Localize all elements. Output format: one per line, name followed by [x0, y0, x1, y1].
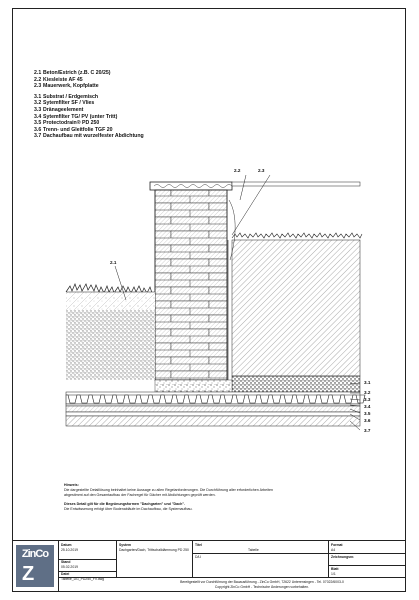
notes-heading: Hinweis:: [64, 483, 79, 487]
zinco-logo: ZinCo Z: [16, 545, 54, 587]
legend-text: Mauerwerk, Kopfplatte: [43, 83, 99, 90]
notes-heading-2: Dieses Detail gilt für die Begrünungsformen "Dachgarten" und "Dach".: [64, 501, 186, 506]
title-label: Titel: [195, 543, 202, 547]
callout-3-2: 3.2: [364, 390, 371, 395]
logo-text: ZinCo: [21, 548, 49, 560]
blatt-value: 1/1: [331, 571, 336, 576]
callout-3-5: 3.5: [364, 411, 371, 416]
blatt-label: Blatt: [331, 567, 339, 571]
notes-line: Die dargestellte Detaillösung beinhaltet keine Aussage zu allen Regelanforderungen. Die Durchführung aller erforderlichen Arbeiten: [64, 488, 273, 493]
legend-text: Protectodrain® PD 250: [43, 120, 100, 127]
legend-text: Dränageelement: [43, 106, 84, 113]
legend-number: 3.7: [34, 133, 42, 140]
callout-3-4: 3.4: [364, 404, 371, 409]
callout-2-1: 2.1: [110, 260, 117, 265]
format-value: A4: [331, 547, 336, 552]
drawing-value: D/LI: [195, 555, 202, 559]
legend-text: Sytemfilter TG/ PV (unter Tritt): [43, 113, 118, 120]
date-label: Datum: [61, 543, 72, 547]
callout-3-3: 3.3: [364, 397, 371, 402]
format-label: Format: [331, 543, 343, 547]
drainage-layer: [66, 392, 365, 426]
masonry-wall: [155, 190, 227, 380]
footer-line-2: Copyright ZinCo GmbH - Technische Änderungen vorbehalten.: [214, 584, 310, 589]
system-label: System: [119, 543, 132, 547]
left-soil: [66, 284, 155, 380]
date-value: 25.10.2019: [61, 547, 78, 552]
title-value: Tabelle: [248, 548, 259, 552]
callout-2-3: 2.3: [258, 168, 265, 173]
footer-line-1: Bereitgestellt vor Durchführung der Bauausführung - ZinCo GmbH, 72622 Unterensingen - Tel. 07022/6003-0: [180, 580, 344, 584]
version-label: Stand: [61, 560, 71, 564]
callout-2-2: 2.2: [234, 168, 241, 173]
drawing-label: Zeichnungsnr.: [331, 555, 355, 559]
gravel-strip: [155, 380, 232, 392]
version-value: 05.02.2019: [61, 564, 78, 569]
legend-number: 3.6: [34, 126, 42, 133]
legend-text: Dachaufbau mit wurzelfester Abdichtung: [43, 133, 144, 140]
legend-number: 3.1: [34, 93, 42, 100]
notes-line: Die Entwässerung erfolgt über Bodenabläufe im Dachaufbau, die Systemaufbau.: [64, 506, 193, 511]
right-substrate: [228, 200, 362, 392]
legend-text: Kiesleiste AF 45: [43, 76, 83, 83]
callout-3-6: 3.6: [364, 418, 371, 423]
callout-3-7: 3.7: [364, 428, 371, 433]
file-label: Datei: [61, 572, 70, 576]
legend-number: 2.2: [34, 76, 42, 83]
wall-coping: [150, 182, 360, 190]
system-value: Dachgarten/Dach, Trittschalldämmung PD 250: [119, 547, 189, 552]
notes-line: abgestimmt auf den Gesamtaufbau der Fachregel für Dächer mit Abdichtungen geprüft werden.: [64, 493, 216, 498]
legend-number: 3.4: [34, 113, 42, 120]
legend-number: 2.3: [34, 83, 42, 90]
legend-number: 3.2: [34, 100, 42, 107]
file-value: Tabelle_DG_PD250_FV.dwg: [61, 576, 105, 581]
legend-number: 2.1: [34, 70, 42, 76]
legend-text: Trenn- und Gleitfolie TGF 20: [43, 126, 113, 133]
legend-number: 3.5: [34, 120, 42, 127]
legend-number: 3.3: [34, 106, 42, 113]
legend-text: Substrat / Erdgemisch: [43, 93, 99, 100]
notes-block: [64, 483, 384, 512]
callout-3-1: 3.1: [364, 380, 371, 385]
legend-text: Beton/Estrich (z.B. C 20/25): [43, 70, 111, 76]
title-block: [12, 540, 406, 592]
legend-text: Sytemfilter SF / Vlies: [43, 100, 95, 107]
